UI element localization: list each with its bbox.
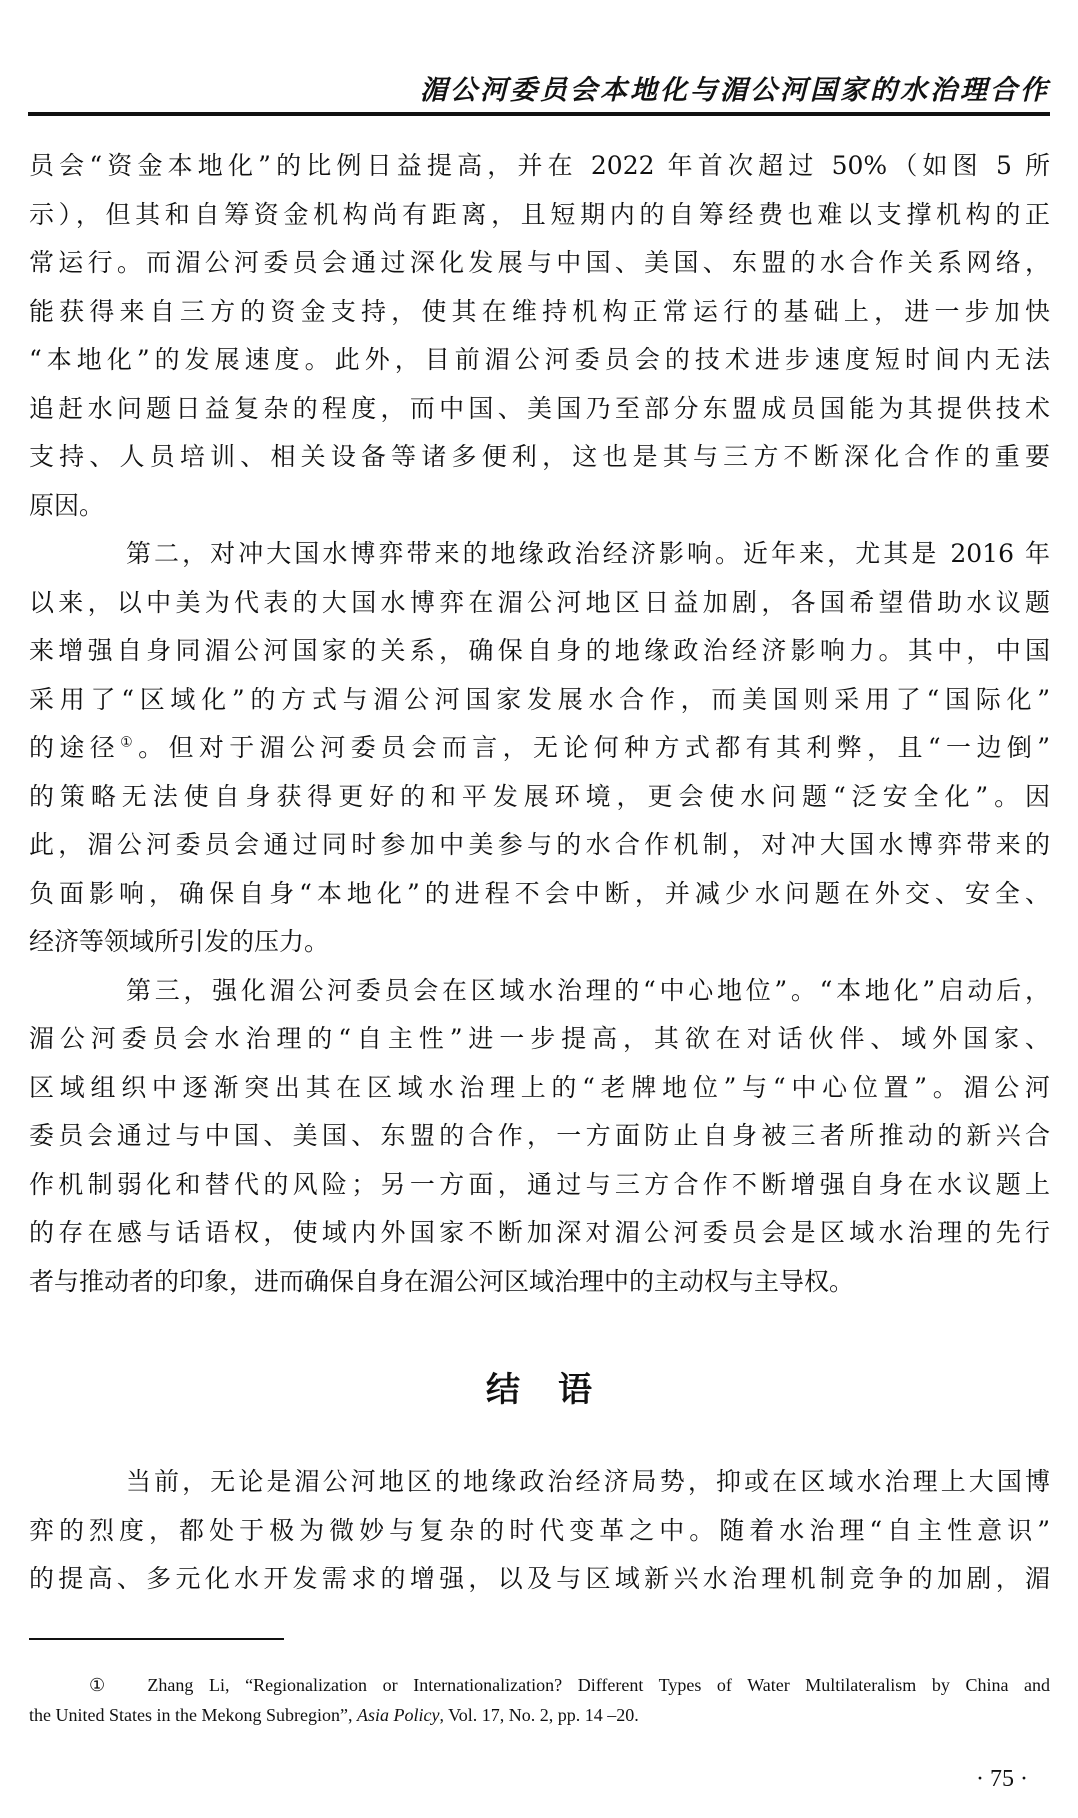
text-line: 支持、人员培训、相关设备等诸多便利，这也是其与三方不断深化合作的重要 [29,442,1050,471]
text-line: 的策略无法使自身获得更好的和平发展环境，更会使水问题“泛安全化”。因 [29,781,1050,811]
footnote [29,1670,1050,1730]
text-line: 来增强自身同湄公河国家的关系，确保自身的地缘政治经济影响力。其中，中国 [29,636,1050,665]
footnote-text: , Vol. 17, No. 2, pp. 14 –20. [439,1705,639,1725]
journal-title: Asia Policy [356,1705,440,1725]
text-line: “本地化”的发展速度。此外，目前湄公河委员会的技术进步速度短时间内无法 [29,345,1050,374]
text-line: 区域组织中逐渐突出其在区域水治理上的“老牌地位”与“中心位置”。湄公河 [29,1072,1050,1102]
text-line: 追赶水问题日益复杂的程度，而中国、美国乃至部分东盟成员国能为其提供技术 [29,393,1050,423]
text-line: 第二，对冲大国水博弈带来的地缘政治经济影响。近年来，尤其是 2016 年 [126,539,1050,568]
closing-paragraph [29,1458,1050,1604]
text-line: 此，湄公河委员会通过同时参加中美参与的水合作机制，对冲大国水博弈带来的 [29,830,1050,859]
text-line: 示），但其和自筹资金机构尚有距离，且短期内的自筹经费也难以支撑机构的正 [29,199,1050,229]
text-line: 采用了“区域化”的方式与湄公河国家发展水合作，而美国则采用了“国际化” [29,684,1050,714]
text-line: 员会“资金本地化”的比例日益提高，并在 2022 年首次超过 50%（如图 5 所 [29,151,1050,180]
paragraph-1 [29,142,1050,530]
paragraph-2 [29,530,1050,967]
text-line: 作机制弱化和替代的风险；另一方面，通过与三方合作不断增强自身在水议题上 [29,1169,1050,1199]
text-line: 当前，无论是湄公河地区的地缘政治经济局势，抑或在区域水治理上大国博 [126,1467,1050,1496]
section-heading: 结语 [486,1370,630,1410]
text-line: 以来，以中美为代表的大国水博弈在湄公河地区日益加剧，各国希望借助水议题 [29,587,1050,617]
text-line: 湄公河委员会水治理的“自主性”进一步提高，其欲在对话伙伴、域外国家、 [29,1024,1050,1053]
running-title: 湄公河委员会本地化与湄公河国家的水治理合作 [420,75,1050,106]
page-number: · 75 · [976,1766,1028,1792]
text-line: 经济等领域所引发的压力。 [29,927,330,956]
footnote-rule [29,1638,284,1640]
text-line: 弈的烈度，都处于极为微妙与复杂的时代变革之中。随着水治理“自主性意识” [29,1515,1050,1545]
footnote-text: the United States in the Mekong Subregion”, [29,1705,357,1725]
text-line: 的提高、多元化水开发需求的增强，以及与区域新兴水治理机制竞争的加剧，湄 [29,1564,1050,1593]
footnote-line [29,1700,1050,1730]
footnote-line [29,1670,1050,1700]
text-line: 原因。 [29,490,105,520]
footnote-text: Zhang Li, “Regionalization or Internationalization? Different Types of Water Multilateralism by China and [147,1675,1051,1695]
text-line [29,724,1050,773]
text-span: 的途径 [29,733,121,762]
text-line: 委员会通过与中国、美国、东盟的合作，一方面防止自身被三者所推动的新兴合 [29,1121,1050,1150]
footnote-reference[interactable]: ① [120,734,139,751]
text-line: 能获得来自三方的资金支持，使其在维持机构正常运行的基础上，进一步加快 [29,296,1050,326]
footnote-marker: ① [89,1675,117,1695]
text-line: 者与推动者的印象，进而确保自身在湄公河区域治理中的主动权与主导权。 [29,1266,855,1296]
text-line: 常运行。而湄公河委员会通过深化发展与中国、美国、东盟的水合作关系网络， [29,248,1050,277]
text-line: 第三，强化湄公河委员会在区域水治理的“中心地位”。“本地化”启动后， [126,975,1050,1005]
text-span: 。但对于湄公河委员会而言，无论何种方式都有其利弊，且“一边倒” [138,733,1050,762]
text-line: 的存在感与话语权，使域内外国家不断加深对湄公河委员会是区域水治理的先行 [29,1218,1050,1247]
paragraph-3 [29,967,1050,1307]
body-text [29,142,1050,1306]
header-rule [28,112,1050,116]
text-line: 负面影响，确保自身“本地化”的进程不会中断，并减少水问题在外交、安全、 [29,878,1050,908]
